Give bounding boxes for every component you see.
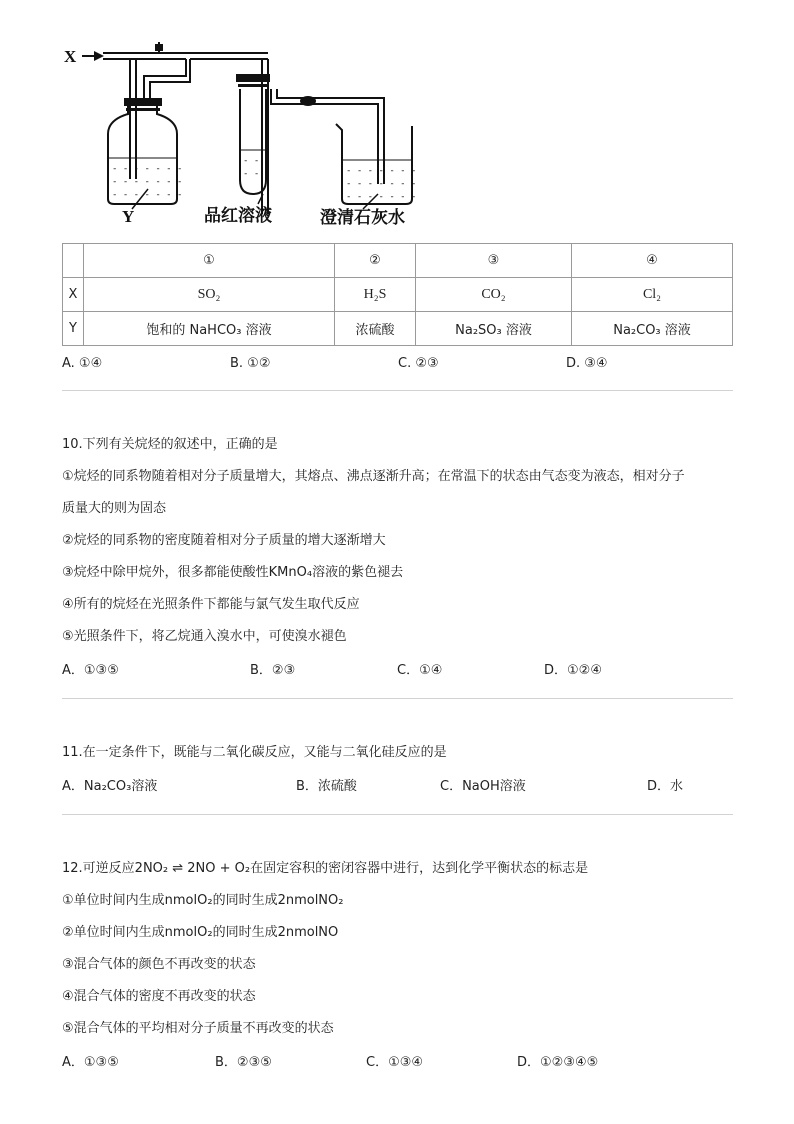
svg-text:- - - - - - -: - - - - - - - (112, 177, 183, 187)
q10-choice-a[interactable]: A．①③⑤ (62, 663, 119, 678)
svg-text:- - - - - - -: - - - - - - - (346, 179, 417, 189)
q9-choice-a[interactable]: A. ①④ (62, 356, 103, 371)
table-cell: Na₂SO₃ 溶液 (416, 312, 572, 346)
table-cell: SO₂ (84, 278, 335, 312)
table-header-cell: ② (335, 244, 416, 278)
q11-choice-d[interactable]: D．水 (647, 779, 684, 794)
row-label: X (63, 278, 84, 312)
svg-text:- - - - - - -: - - - - - - - (346, 192, 417, 202)
q10-choice-d[interactable]: D．①②④ (544, 663, 602, 678)
table-header-cell: ④ (572, 244, 733, 278)
q12-item: ②单位时间内生成nmolO₂的同时生成2nmolNO (62, 925, 339, 940)
apparatus-diagram (58, 34, 428, 230)
table-cell: Cl₂ (572, 278, 733, 312)
divider (62, 390, 733, 391)
table-cell: 饱和的 NaHCO₃ 溶液 (84, 312, 335, 346)
table-cell: Na₂CO₃ 溶液 (572, 312, 733, 346)
q10-choice-b[interactable]: B．②③ (250, 663, 296, 678)
q12-choice-d[interactable]: D．①②③④⑤ (517, 1055, 599, 1070)
q10-stem: 10.下列有关烷烃的叙述中，正确的是 (62, 437, 278, 452)
q11-stem: 11.在一定条件下，既能与二氧化碳反应，又能与二氧化硅反应的是 (62, 745, 447, 760)
q11-choice-a[interactable]: A．Na₂CO₃溶液 (62, 779, 158, 794)
q10-item: ①烷烃的同系物随着相对分子质量增大，其熔点、沸点逐渐升高；在常温下的状态由气态变为液态，相对分子 (62, 469, 685, 484)
q10-item: ③烷烃中除甲烷外，很多都能使酸性KMnO₄溶液的紫色褪去 (62, 565, 404, 580)
label-x: X (64, 47, 77, 66)
label-y: Y (122, 207, 135, 226)
table-cell: 浓硫酸 (335, 312, 416, 346)
q11-choice-b[interactable]: B．浓硫酸 (296, 779, 357, 794)
row-label: Y (63, 312, 84, 346)
q9-choice-b[interactable]: B. ①② (230, 356, 271, 371)
svg-text:- - - - - - -: - - - - - - - (346, 166, 417, 176)
q12-choice-b[interactable]: B．②③⑤ (215, 1055, 272, 1070)
q12-item: ④混合气体的密度不再改变的状态 (62, 989, 256, 1004)
q12-choice-a[interactable]: A．①③⑤ (62, 1055, 119, 1070)
q10-item: ②烷烃的同系物的密度随着相对分子质量的增大逐渐增大 (62, 533, 386, 548)
table-cell: H₂S (335, 278, 416, 312)
table-row-x (63, 278, 733, 312)
options-table (62, 243, 733, 346)
table-row-y (63, 312, 733, 346)
divider (62, 698, 733, 699)
label-pinhong: 品红溶液 (204, 206, 272, 226)
svg-text:- - - - - - -: - - - - - - - (112, 164, 183, 174)
table-header-cell: ③ (416, 244, 572, 278)
q10-choice-c[interactable]: C．①④ (397, 663, 443, 678)
q10-item: ④所有的烷烃在光照条件下都能与氯气发生取代反应 (62, 597, 360, 612)
q9-choice-d[interactable]: D. ③④ (566, 356, 608, 371)
label-limewater: 澄清石灰水 (320, 208, 405, 228)
divider (62, 814, 733, 815)
q10-item: 质量大的则为固态 (62, 501, 167, 516)
q12-item: ⑤混合气体的平均相对分子质量不再改变的状态 (62, 1021, 334, 1036)
svg-text:- - - - - - -: - - - - - - - (112, 190, 183, 200)
q12-item: ③混合气体的颜色不再改变的状态 (62, 957, 256, 972)
q11-choice-c[interactable]: C．NaOH溶液 (440, 779, 526, 794)
q12-stem: 12.可逆反应2NO₂ ⇌ 2NO + O₂在固定容积的密闭容器中进行，达到化学平衡状态的标志是 (62, 861, 589, 876)
table-header-cell: ① (84, 244, 335, 278)
q12-item: ①单位时间内生成nmolO₂的同时生成2nmolNO₂ (62, 893, 344, 908)
q12-choice-c[interactable]: C．①③④ (366, 1055, 424, 1070)
q10-item: ⑤光照条件下，将乙烷通入溴水中，可使溴水褪色 (62, 629, 347, 644)
q9-choice-c[interactable]: C. ②③ (398, 356, 439, 371)
table-cell: CO₂ (416, 278, 572, 312)
svg-text:- -: - - (243, 169, 260, 179)
table-header-row (63, 244, 733, 278)
svg-text:- -: - - (243, 156, 260, 166)
table-cell (63, 244, 84, 278)
